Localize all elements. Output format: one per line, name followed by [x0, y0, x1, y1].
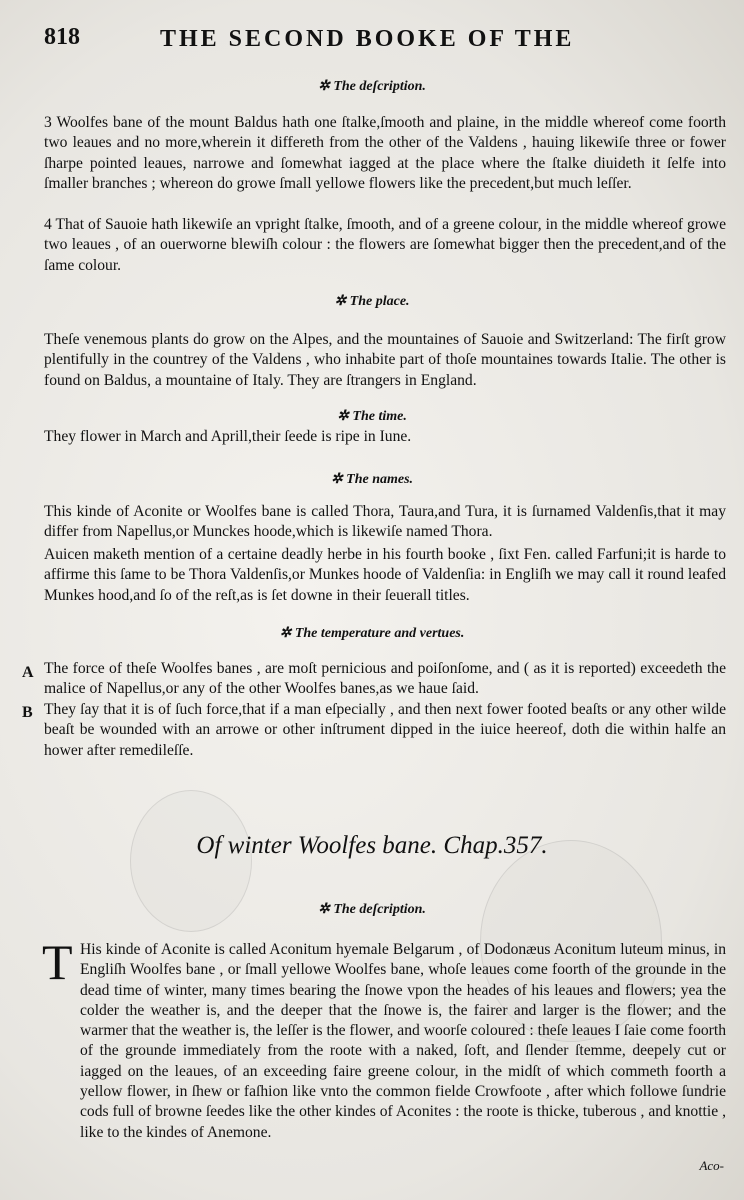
section-heading-temperature: ✲ The temperature and vertues. — [279, 626, 465, 641]
section-heading-place: ✲ The place. — [334, 294, 410, 309]
paragraph-virtue-a: The force of theſe Woolfes banes , are moſt pernicious and poiſonſome, and ( as it is reported) exceedeth the malice of Napellus,or any of the other Woolfes banes,as we haue ſaid. — [44, 660, 726, 698]
margin-letter-b: B — [22, 704, 33, 721]
section-heading-time: ✲ The time. — [337, 409, 407, 424]
section-heading-description: ✲ The deſcription. — [318, 79, 426, 94]
drop-cap: T — [42, 934, 73, 990]
section-heading-names: ✲ The names. — [330, 472, 414, 487]
section-heading-description-2: ✲ The deſcription. — [318, 902, 426, 917]
running-head: THE SECOND BOOKE OF THE — [160, 26, 575, 52]
paragraph-baldus: 3 Woolfes bane of the mount Baldus hath one ſtalke,ſmooth and plaine, in the middle whereof come foorth two leaues and no more,wherein it differeth from the other of the Valdens , hauing likewiſe three or fower ſharpe pointed leaues, narrowe and ſomewhat iagged at the place where the ſtalke diuideth it ſelfe into ſmaller branches ; whereon do growe ſmall yellowe flowers like the precedent,but much leſſer. — [44, 114, 726, 192]
paragraph-virtue-b: They ſay that it is of ſuch force,that if a man eſpecially , and then next fower footed beaſts or any other wilde beaſt be wounded with an arrowe or other inſtrument dipped in the iuice heereof, doth die within halfe an hower after remedileſſe. — [44, 701, 726, 759]
page-number: 818 — [44, 24, 80, 50]
paragraph-names-1: This kinde of Aconite or Woolfes bane is called Thora, Taura,and Tura, it is ſurnamed Valdenſis,that it may differ from Napellus,or Munckes hoode,which is likewiſe named Thora. — [44, 503, 726, 541]
chapter-title: Of winter Woolfes bane. Chap.357. — [196, 832, 548, 859]
paragraph-winter-description: His kinde of Aconite is called Aconitum hyemale Belgarum , of Dodonæus Aconitum luteum minus, in Engliſh Woolfes bane , or ſmall yellowe Woolfes bane, whoſe leaues come foorth of the grounde in the dead time of winter, many times bearing the ſnowe vpon the heades of his leaues and flowers; yea the colder the weather is, and the deeper that the ſnowe is, the fairer and larger is the flower; and the warmer that the weather is, the leſſer is the flower, and woorſe coloured : theſe leaues I ſaie come foorth of the grounde immediately from the roote with a naked, ſoft, and ſlender ſtemme, deepely cut or iagged on the leaues, of an exceeding faire greene colour, in the midſt of which commeth foorth a yellow flower, in ſhew or faſhion like vnto the common fielde Crowfoote , after which followe ſundrie cods full of browne ſeedes like the other kindes of Aconites : the roote is thicke, tuberous , and knottie , like to the kindes of Anemone. — [80, 941, 726, 1141]
paragraph-place: Theſe venemous plants do grow on the Alpes, and the mountaines of Sauoie and Switzerland: The firſt grow plentifully in the countrey of the Valdens , who inhabite part of thoſe mountaines towards Italie. The other is found on Baldus, a mountaine of Italy. They are ſtrangers in England. — [44, 331, 726, 389]
paragraph-names-2: Auicen maketh mention of a certaine deadly herbe in his fourth booke , ſixt Fen. called Farfuni;it is harde to affirme this ſame to be Thora Valdenſis,or Munkes hoode of Valdenſia: in Engliſh we may call it round leafed Munkes hood,and ſo of the reſt,as is ſet downe in their ſeuerall titles. — [44, 546, 726, 604]
paragraph-savoie: 4 That of Sauoie hath likewiſe an vpright ſtalke, ſmooth, and of a greene colour, in the middle whereof growe two leaues , of an ouerworne blewiſh colour : the flowers are ſomewhat bigger then the precedent,and of the ſame colour. — [44, 216, 726, 274]
margin-letter-a: A — [22, 664, 34, 681]
catchword: Aco- — [699, 1158, 724, 1173]
paragraph-time: They flower in March and Aprill,their ſeede is ripe in Iune. — [44, 428, 412, 445]
